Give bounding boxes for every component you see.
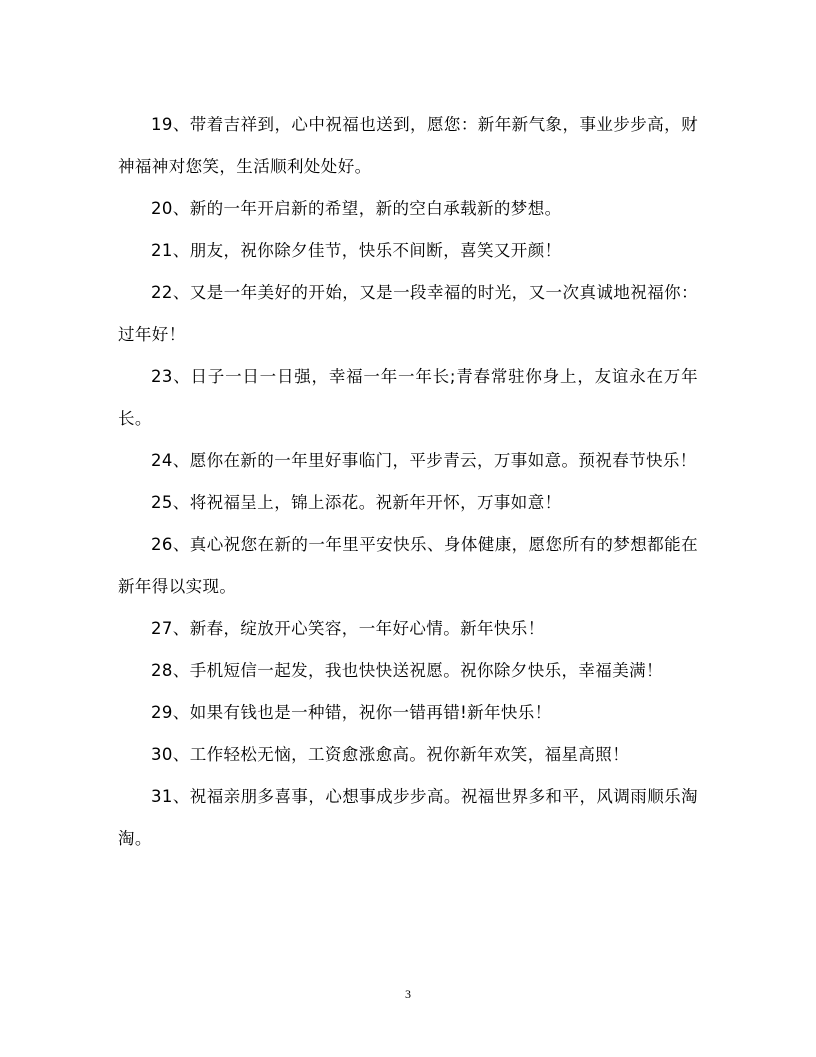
paragraph-28: 28、手机短信一起发，我也快快送祝愿。祝你除夕快乐，幸福美满！ — [151, 661, 663, 680]
page-number: 3 — [405, 987, 411, 1001]
paragraph-29: 29、如果有钱也是一种错，祝你一错再错!新年快乐！ — [151, 703, 552, 722]
paragraph-27: 27、新春，绽放开心笑容，一年好心情。新年快乐！ — [151, 619, 545, 638]
paragraph-30: 30、工作轻松无恼，工资愈涨愈高。祝你新年欢笑，福星高照！ — [151, 745, 630, 764]
paragraph-31: 31、祝福亲朋多喜事，心想事成步步高。祝福世界多和平，风调雨顺乐淘淘。 — [118, 787, 698, 848]
paragraph-23: 23、日子一日一日强，幸福一年一年长;青春常驻你身上，友谊永在万年长。 — [118, 367, 698, 428]
paragraph-21: 21、朋友，祝你除夕佳节，快乐不间断，喜笑又开颜！ — [151, 241, 562, 260]
paragraph-19: 19、带着吉祥到，心中祝福也送到，愿您：新年新气象，事业步步高，财神福神对您笑，生活顺利处处好。 — [118, 115, 698, 176]
paragraph-25: 25、将祝福呈上，锦上添花。祝新年开怀，万事如意！ — [151, 493, 562, 512]
document-body — [118, 104, 698, 860]
paragraph-26: 26、真心祝您在新的一年里平安快乐、身体健康，愿您所有的梦想都能在新年得以实现。 — [118, 535, 698, 596]
paragraph-20: 20、新的一年开启新的希望，新的空白承载新的梦想。 — [151, 199, 562, 218]
paragraph-24: 24、愿你在新的一年里好事临门，平步青云，万事如意。预祝春节快乐！ — [151, 451, 697, 470]
paragraph-22: 22、又是一年美好的开始，又是一段幸福的时光，又一次真诚地祝福你：过年好！ — [118, 283, 698, 344]
